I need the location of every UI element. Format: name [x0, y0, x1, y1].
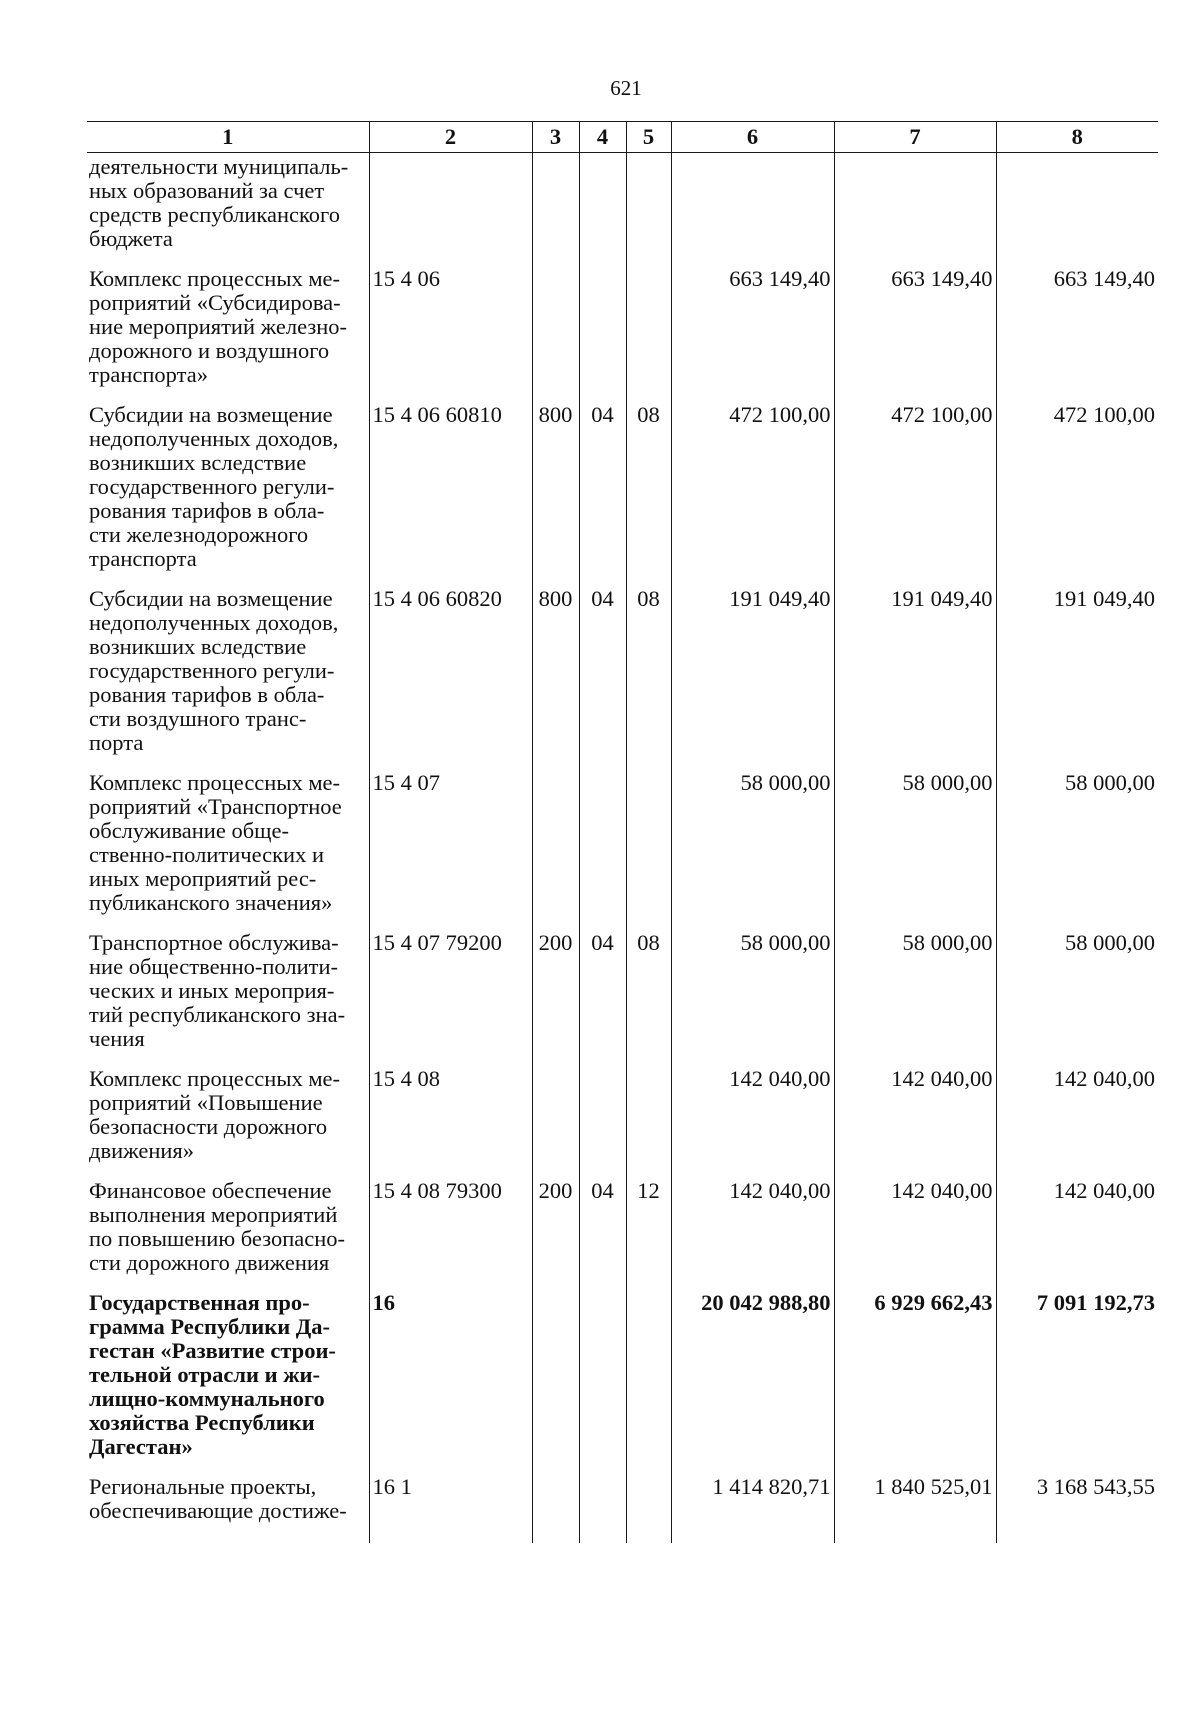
row-value8-cell: 142 040,00 [996, 1065, 1158, 1177]
table-row [87, 585, 1158, 769]
row-value6-cell: 142 040,00 [671, 1065, 834, 1177]
row-value6-cell: 191 049,40 [671, 585, 834, 769]
row-col3-cell [532, 769, 579, 929]
row-col4-cell: 04 [579, 1177, 626, 1289]
row-col4-cell [579, 153, 626, 266]
row-value7-cell: 663 149,40 [834, 265, 996, 401]
row-col3-cell [532, 1065, 579, 1177]
header-col-6: 6 [671, 122, 834, 153]
row-col4-cell [579, 1065, 626, 1177]
row-code-cell: 15 4 07 [369, 769, 532, 929]
row-value8-cell: 191 049,40 [996, 585, 1158, 769]
row-col3-cell: 200 [532, 1177, 579, 1289]
header-col-3: 3 [532, 122, 579, 153]
row-name-cell: Транспортное обслужива- ние общественно-полити- ческих и иных мероприя- тий республиканского зна- чения [87, 929, 369, 1065]
row-col4-cell: 04 [579, 585, 626, 769]
row-code-cell: 16 1 [369, 1473, 532, 1543]
header-col-4: 4 [579, 122, 626, 153]
row-value7-cell: 58 000,00 [834, 769, 996, 929]
row-name-cell: Субсидии на возмещение недополученных доходов, возникших вследствие государственного регули- рования тарифов в обла- сти воздушного транс- порта [87, 585, 369, 769]
row-name-cell: Финансовое обеспечение выполнения мероприятий по повышению безопасно- сти дорожного движения [87, 1177, 369, 1289]
row-col3-cell [532, 1473, 579, 1543]
row-code-cell: 15 4 06 60810 [369, 401, 532, 585]
row-col5-cell [626, 1065, 671, 1177]
row-value8-cell: 58 000,00 [996, 769, 1158, 929]
header-col-5: 5 [626, 122, 671, 153]
row-col5-cell: 08 [626, 401, 671, 585]
row-col4-cell [579, 1289, 626, 1473]
row-value7-cell: 191 049,40 [834, 585, 996, 769]
row-col5-cell: 08 [626, 929, 671, 1065]
row-col4-cell: 04 [579, 401, 626, 585]
row-value7-cell: 472 100,00 [834, 401, 996, 585]
row-name-cell: Комплекс процессных ме- роприятий «Субсидирова- ние мероприятий железно- дорожного и воздушного транспорта» [87, 265, 369, 401]
row-col3-cell: 800 [532, 401, 579, 585]
row-name-cell: Комплекс процессных ме- роприятий «Транспортное обслуживание обще- ственно-политических и иных мероприятий рес- публиканского значения» [87, 769, 369, 929]
table-row [87, 929, 1158, 1065]
budget-table [87, 121, 1158, 1543]
row-code-cell: 15 4 08 [369, 1065, 532, 1177]
row-col5-cell [626, 265, 671, 401]
table-row [87, 1473, 1158, 1543]
table-body [87, 153, 1158, 1544]
row-name-cell: Комплекс процессных ме- роприятий «Повышение безопасности дорожного движения» [87, 1065, 369, 1177]
row-value8-cell: 142 040,00 [996, 1177, 1158, 1289]
row-value6-cell: 58 000,00 [671, 929, 834, 1065]
row-col3-cell [532, 1289, 579, 1473]
header-col-1: 1 [87, 122, 369, 153]
row-col3-cell [532, 153, 579, 266]
row-col4-cell [579, 1473, 626, 1543]
row-value8-cell: 472 100,00 [996, 401, 1158, 585]
row-name-cell: Государственная про- грамма Республики Да- гестан «Развитие строи- тельной отрасли и жи- лищно-коммунального хозяйства Республики Дагестан» [87, 1289, 369, 1473]
row-col3-cell: 800 [532, 585, 579, 769]
row-value7-cell: 142 040,00 [834, 1065, 996, 1177]
row-col5-cell: 08 [626, 585, 671, 769]
row-name-cell: деятельности муниципаль- ных образований за счет средств республиканского бюджета [87, 153, 369, 266]
row-col5-cell [626, 1289, 671, 1473]
table-row [87, 1289, 1158, 1473]
table-row [87, 1177, 1158, 1289]
row-col5-cell [626, 769, 671, 929]
row-code-cell: 15 4 06 60820 [369, 585, 532, 769]
row-value8-cell: 7 091 192,73 [996, 1289, 1158, 1473]
row-value8-cell: 3 168 543,55 [996, 1473, 1158, 1543]
row-value6-cell: 142 040,00 [671, 1177, 834, 1289]
row-col4-cell [579, 265, 626, 401]
row-col4-cell: 04 [579, 929, 626, 1065]
row-value6-cell: 663 149,40 [671, 265, 834, 401]
row-name-cell: Региональные проекты, обеспечивающие достиже- [87, 1473, 369, 1543]
table-row [87, 401, 1158, 585]
row-value6-cell: 1 414 820,71 [671, 1473, 834, 1543]
row-col4-cell [579, 769, 626, 929]
row-code-cell: 15 4 06 [369, 265, 532, 401]
row-code-cell: 15 4 07 79200 [369, 929, 532, 1065]
row-value7-cell: 142 040,00 [834, 1177, 996, 1289]
row-col5-cell [626, 1473, 671, 1543]
row-value7-cell [834, 153, 996, 266]
row-value6-cell: 472 100,00 [671, 401, 834, 585]
row-value8-cell: 663 149,40 [996, 265, 1158, 401]
row-value6-cell [671, 153, 834, 266]
row-name-cell: Субсидии на возмещение недополученных доходов, возникших вследствие государственного регули- рования тарифов в обла- сти железнодорожного транспорта [87, 401, 369, 585]
row-code-cell [369, 153, 532, 266]
row-code-cell: 15 4 08 79300 [369, 1177, 532, 1289]
row-col3-cell: 200 [532, 929, 579, 1065]
table-row [87, 153, 1158, 266]
row-value8-cell [996, 153, 1158, 266]
table-header-row [87, 122, 1158, 153]
row-col3-cell [532, 265, 579, 401]
row-value8-cell: 58 000,00 [996, 929, 1158, 1065]
row-value7-cell: 1 840 525,01 [834, 1473, 996, 1543]
row-col5-cell: 12 [626, 1177, 671, 1289]
row-col5-cell [626, 153, 671, 266]
page-number: 621 [610, 76, 642, 100]
header-col-7: 7 [834, 122, 996, 153]
row-value6-cell: 58 000,00 [671, 769, 834, 929]
table-row [87, 1065, 1158, 1177]
header-col-8: 8 [996, 122, 1158, 153]
table-row [87, 265, 1158, 401]
row-value7-cell: 58 000,00 [834, 929, 996, 1065]
row-code-cell: 16 [369, 1289, 532, 1473]
row-value7-cell: 6 929 662,43 [834, 1289, 996, 1473]
row-value6-cell: 20 042 988,80 [671, 1289, 834, 1473]
table-row [87, 769, 1158, 929]
header-col-2: 2 [369, 122, 532, 153]
